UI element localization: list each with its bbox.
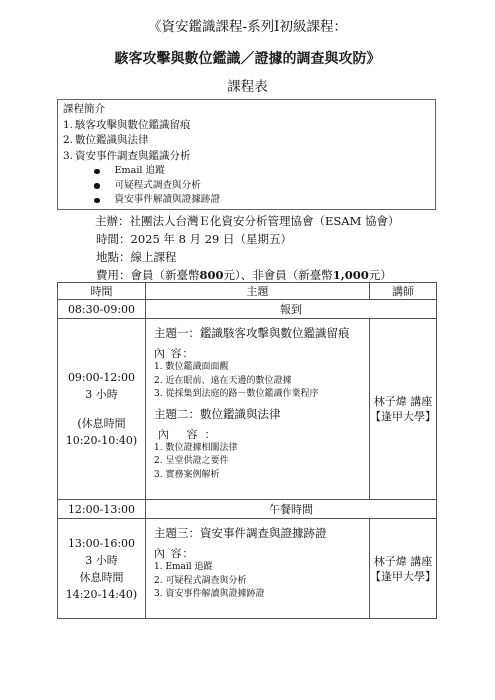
topic2-title: 主題二：數位鑑識與法律 bbox=[154, 406, 281, 421]
header-topic: 主題 bbox=[146, 283, 370, 300]
lunch-time: 12:00-13:00 bbox=[58, 500, 146, 519]
header-lecturer: 講師 bbox=[370, 283, 437, 300]
topic3-content-label: 內 容： bbox=[154, 547, 195, 560]
place-line: 地點：線上課程 bbox=[96, 250, 177, 264]
afternoon-topics bbox=[146, 519, 370, 619]
bullet-item: Email 追蹤 bbox=[94, 164, 429, 179]
course-title: 駭客攻擊與數位鑑識／證據的調查與攻防》 bbox=[114, 51, 381, 67]
topic2-content-label: 內 容： bbox=[158, 427, 223, 441]
course-info bbox=[96, 212, 400, 284]
course-intro-box bbox=[57, 99, 436, 210]
bullet-icon bbox=[94, 183, 100, 189]
afternoon-time: 13:00-16:00 3 小時 休息時間 14:20-14:40) bbox=[58, 519, 146, 619]
topic1-item: 1. 數位鑑識面面觀 bbox=[154, 362, 229, 372]
header-time: 時間 bbox=[58, 283, 146, 300]
topic1-title: 主題一：鑑識駭客攻擊與數位鑑識留痕 bbox=[154, 326, 350, 340]
morning-time: 09:00-12:00 3 小時 (休息時間 10:20-10:40) bbox=[58, 319, 146, 500]
schedule-table bbox=[57, 282, 437, 619]
intro-item: 1. 駭客攻擊與數位鑑識留痕 bbox=[63, 118, 191, 131]
intro-bullets bbox=[94, 164, 429, 208]
table-row-lunch bbox=[58, 500, 437, 519]
topic1-item: 3. 從採集到法庭的路－數位鑑識作業程序 bbox=[154, 389, 319, 399]
intro-heading: 課程簡介 bbox=[63, 103, 105, 115]
lunch-label: 午餐時間 bbox=[146, 500, 437, 519]
table-header-row bbox=[58, 283, 437, 300]
morning-lecturer: 林子煒 講座 【逢甲大學】 bbox=[370, 319, 437, 500]
host-line: 主辦：社團法人台灣Ｅ化資安分析管理協會（ESAM 協會） bbox=[95, 214, 400, 228]
schedule-heading: 課程表 bbox=[227, 79, 268, 95]
bullet-item: 資安事件解讀與證據跡證 bbox=[94, 193, 429, 208]
topic3-item: 1. Email 追蹤 bbox=[154, 562, 213, 572]
topic3-item: 2. 可疑程式調查與分析 bbox=[154, 575, 247, 586]
afternoon-lecturer: 林子煒 講座 【逢甲大學】 bbox=[370, 519, 437, 619]
intro-item: 2. 數位鑑識與法律 bbox=[63, 134, 149, 146]
morning-topics bbox=[146, 319, 370, 500]
topic2-item: 1. 數位證據相關法律 bbox=[154, 442, 238, 453]
topic1-item: 2. 近在眼前、遠在天邊的數位證據 bbox=[154, 375, 292, 386]
table-row-morning bbox=[58, 319, 437, 500]
checkin-time: 08:30-09:00 bbox=[58, 300, 146, 319]
time-line: 時間：2025 年 8 月 29 日（星期五） bbox=[96, 232, 292, 246]
series-title: 《資安鑑識課程-系列I初級課程： bbox=[148, 19, 347, 35]
fee-line: 費用：會員（新臺幣800元）、非會員（新臺幣1,000元） bbox=[96, 268, 392, 282]
topic2-item: 2. 呈堂供證之要件 bbox=[154, 456, 229, 466]
bullet-item: 可疑程式調查與分析 bbox=[94, 179, 429, 194]
checkin-label: 報到 bbox=[146, 300, 437, 319]
document-header bbox=[0, 18, 495, 96]
topic1-content-label: 內 容： bbox=[154, 347, 195, 360]
table-row-afternoon bbox=[58, 519, 437, 619]
topic3-item: 3. 資安事件解讀與證據跡證 bbox=[154, 589, 265, 599]
table-row-checkin bbox=[58, 300, 437, 319]
intro-item: 3. 資安事件調查與鑑識分析 bbox=[63, 149, 191, 162]
topic3-title: 主題三：資安事件調查與證據跡證 bbox=[154, 526, 327, 540]
bullet-icon bbox=[94, 198, 100, 204]
bullet-icon bbox=[94, 169, 100, 175]
topic2-item: 3. 實務案例解析 bbox=[154, 469, 220, 480]
